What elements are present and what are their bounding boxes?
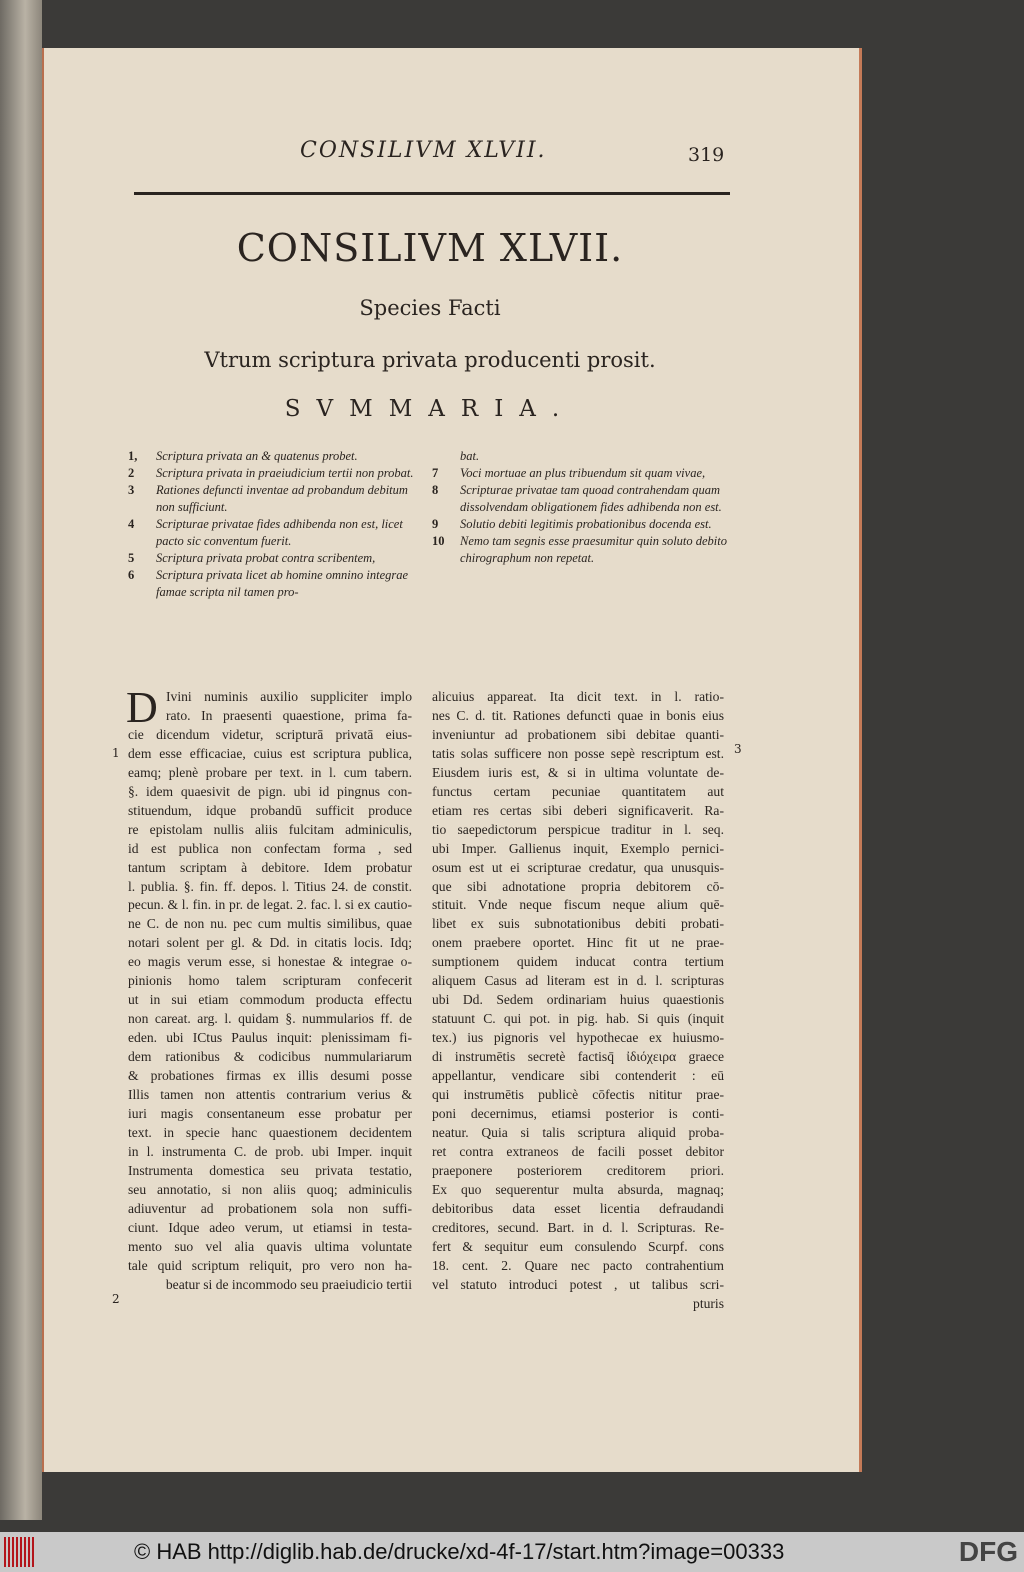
summary-item-number: 7 <box>432 466 439 480</box>
text-line: non careat. arg. l. quidam §. nummularios ff. de <box>128 1011 412 1027</box>
text-line: tale quid scriptum reliquit, pro vero non ha- <box>128 1257 412 1273</box>
summary-item <box>432 516 728 533</box>
text-line: Illis tamen non attentis contrarium verius & <box>128 1087 412 1103</box>
text-line: id est publica non confectam forma , sed <box>128 840 412 856</box>
summary-item-text: Voci mortuae an plus tribuendum sit quam vivae, <box>460 466 706 480</box>
header-rule <box>134 192 730 195</box>
summary-item-text: Scriptura privata an & quatenus probet. <box>156 449 358 463</box>
text-line: adiuventur ad probationem sola non suffi- <box>128 1200 412 1216</box>
text-line: appellantur, vendicare sibi contenderit : eū <box>432 1068 724 1084</box>
text-line: pecun. & l. fin. in pr. de legat. 2. fac. l. si ex cautio- <box>128 897 412 913</box>
summary-item-text: bat. <box>460 449 480 463</box>
text-line: cie dicendum videtur, scripturā privatā eius- <box>128 726 412 742</box>
text-line: osum est ut ei scripturae credatur, qua unusquis- <box>432 859 724 875</box>
text-line: & probationes firmas ex illis desumi posse <box>128 1068 412 1084</box>
text-line: tio saepedictorum perspicue traditur in l. seq. <box>432 821 724 837</box>
summary-item-number: 5 <box>128 551 135 565</box>
margin-note: 3 <box>734 742 742 756</box>
summary-item-text: Scriptura privata licet ab homine omnino integrae famae scripta nil tamen pro- <box>156 568 409 599</box>
text-line: Eiusdem iuris est, & si in ultima voluntate de- <box>432 764 724 780</box>
text-line: praeponere posteriorem creditorem priori. <box>432 1162 724 1178</box>
text-line: neatur. Quia si talis scriptura aliquid proba- <box>432 1124 724 1140</box>
text-line: tex.) ius pignoris vel hypothecae ex huiusmo- <box>432 1030 724 1046</box>
summary-item <box>128 448 418 465</box>
text-line: iuri magis consentaneum esse probatur per <box>128 1105 412 1121</box>
text-line: poni decernimus, etiamsi posterior is conti- <box>432 1105 724 1121</box>
text-line: functus certam pecuniae quantitatem aut <box>432 783 724 799</box>
summary-item <box>432 448 728 465</box>
text-line: ut in sui etiam commodum producta effectu <box>128 992 412 1008</box>
subtitle: Species Facti <box>359 296 501 320</box>
text-line: eo magis verum esse, si honestae & integrae o- <box>128 954 412 970</box>
text-line: in l. instrumenta C. de prob. ubi Imper. inquit <box>128 1143 412 1159</box>
text-line: seu annotatio, si non aliis quoq; adminiculis <box>128 1181 412 1197</box>
question-heading: Vtrum scriptura privata producenti prosit. <box>204 348 656 372</box>
text-line: rato. In praesenti quaestione, prima fa- <box>166 707 412 723</box>
summary-item-text: Scripturae privatae fides adhibenda non est, licet pacto sic conventum fuerit. <box>156 517 403 548</box>
previous-page-edge <box>0 0 42 1520</box>
summary-item-number: 10 <box>432 534 445 548</box>
text-line: stituendum, idque probandū sufficit produce <box>128 802 412 818</box>
summary-item-number: 2 <box>128 466 135 480</box>
text-line: aliquem Casus ad literam est in d. l. scripturas <box>432 973 724 989</box>
text-line: debitoribus data esset licentia defraudandi <box>432 1200 724 1216</box>
text-line: stituit. Vnde neque fiscum neque alium quē- <box>432 897 724 913</box>
text-line: tatis solas sufficere non posse sepè rescriptum est. <box>432 745 724 761</box>
text-line: qui instrumētis publicè cōfectis nititur prae- <box>432 1087 724 1103</box>
summary-item-text: Scriptura privata probat contra scribentem, <box>156 551 376 565</box>
text-line: Ivini numinis auxilio suppliciter implo <box>166 689 412 704</box>
summaria-heading: SVMMARIA. <box>284 396 576 422</box>
text-line: inveniuntur ad probationem sibi debitae quanti- <box>432 726 724 742</box>
text-line: Ex quo sequerentur multa absurda, magnaq; <box>432 1181 724 1197</box>
summary-item-text: Nemo tam segnis esse praesumitur quin soluto debito chirographum non repetat. <box>460 534 728 565</box>
text-line: text. in specie hanc quaestionem decidentem <box>128 1124 412 1140</box>
summary-item-number: 6 <box>128 568 135 582</box>
summary-item-text: Scripturae privatae tam quoad contrahendam quam dissolvendam obligationem fides adhibenda non est. <box>460 483 722 514</box>
summary-item <box>128 465 418 482</box>
summary-item-text: Scriptura privata in praeiudicium tertii non probat. <box>156 466 414 480</box>
text-line: fert & sequitur eum consulendo Scurpf. cons <box>432 1238 724 1254</box>
summaria-right-list <box>432 448 728 567</box>
text-line: tantum scriptam à debitore. Idem probatur <box>128 859 412 875</box>
text-line: beatur si de incommodo seu praeiudicio tertii <box>165 1276 412 1292</box>
summary-item-number: 4 <box>128 517 135 531</box>
text-line: sumptionem quidem inducat contra tertium <box>432 954 724 970</box>
text-line: eamq; plenè probare per text. in l. cum tabern. <box>128 764 412 780</box>
hab-logo-icon <box>4 1537 36 1567</box>
summaria-left-list <box>128 448 418 601</box>
summary-item-number: 3 <box>128 483 135 497</box>
summary-item <box>432 465 728 482</box>
summary-item <box>128 567 418 601</box>
text-line: notari solent per gl. & Dd. in citatis locis. Idq; <box>128 935 412 951</box>
summary-item-number: 8 <box>432 483 439 497</box>
body-left-column <box>126 683 412 1295</box>
text-line: re epistolam nullis aliis fulcitam adminiculis, <box>128 821 412 837</box>
text-line: 18. cent. 2. Quare nec pacto contrahentium <box>432 1257 724 1273</box>
summary-item-text: Rationes defuncti inventae ad probandum debitum non sufficiunt. <box>156 483 408 514</box>
text-line: di instrumētis secretè factisq̄ ἰδιόχειρα graece <box>432 1049 724 1065</box>
text-line: ret contra extraneos de facili posset debitor <box>432 1143 724 1159</box>
text-line: Instrumenta domestica seu privata testatio, <box>128 1162 412 1178</box>
footer-copyright-link[interactable]: © HAB http://diglib.hab.de/drucke/xd-4f-17/start.htm?image=00333 <box>134 1539 785 1564</box>
margin-note: 2 <box>112 1292 120 1306</box>
summary-item-number: 9 <box>432 517 439 531</box>
text-line: dem esse efficaciae, cuius est scriptura publica, <box>128 745 412 761</box>
text-line: dem rationibus & codicibus nummulariarum <box>128 1049 412 1065</box>
summary-item-number: 1, <box>128 449 138 463</box>
text-line: creditores, secund. Bart. in d. l. Scripturas. Re- <box>432 1219 724 1235</box>
margin-note: 1 <box>112 746 120 760</box>
text-line: alicuius appareat. Ita dicit text. in l. ratio- <box>432 689 724 704</box>
text-line: mento suo vel alia quavis ultima voluntate <box>128 1238 412 1254</box>
text-line: pturis <box>693 1295 724 1311</box>
summary-item <box>128 550 418 567</box>
dfg-logo: DFG <box>958 1536 1018 1567</box>
text-line: pinionis homo talem scripturam confecerit <box>128 973 412 989</box>
summary-item-text: Solutio debiti legitimis probationibus docenda est. <box>460 517 712 531</box>
text-line: statuunt C. qui pot. in pig. hab. Si quis (inquit <box>432 1011 724 1027</box>
text-line: ubi Dd. Sedem ordinariam huius quaestionis <box>432 992 724 1008</box>
text-line: libet ex suis subnotationibus debiti probati- <box>432 916 724 932</box>
body-right-column <box>432 688 724 1313</box>
text-line: etiam res certas sibi deberi significaverit. Ra- <box>432 802 724 818</box>
text-line: ne C. de non nu. pec cum multis similibus, quae <box>128 916 412 932</box>
footer-bar <box>0 1532 1024 1572</box>
page-number: 319 <box>688 144 725 166</box>
summary-item <box>432 482 728 516</box>
text-line: ubi Imper. Gallienus inquit, Exemplo pernici- <box>432 840 724 856</box>
running-head: CONSILIVM XLVII. <box>300 138 547 163</box>
text-line: l. publia. §. fin. ff. depos. l. Titius 24. de constit. <box>128 878 412 894</box>
summary-item <box>432 533 728 567</box>
text-line: que sibi adnotatione propria debitorem cō- <box>432 878 724 894</box>
text-line: eden. ubi ICtus Paulus inquit: plenissimam fi- <box>128 1030 412 1046</box>
summary-item <box>128 482 418 516</box>
drop-cap: D <box>126 683 158 732</box>
text-line: vel statuto introduci potest , ut talibus scri- <box>432 1276 724 1292</box>
chapter-title: CONSILIVM XLVII. <box>236 226 624 270</box>
summary-item <box>128 516 418 550</box>
text-line: onem praebere oportet. Hinc fit ut ne prae- <box>432 935 724 951</box>
text-line: §. idem quaesivit de pign. ubi id pingnus con- <box>128 783 412 799</box>
text-line: ciunt. Idque adeo verum, ut etiamsi in testa- <box>128 1219 412 1235</box>
text-line: nes C. d. tit. Rationes defuncti quae in bonis eius <box>432 707 724 723</box>
